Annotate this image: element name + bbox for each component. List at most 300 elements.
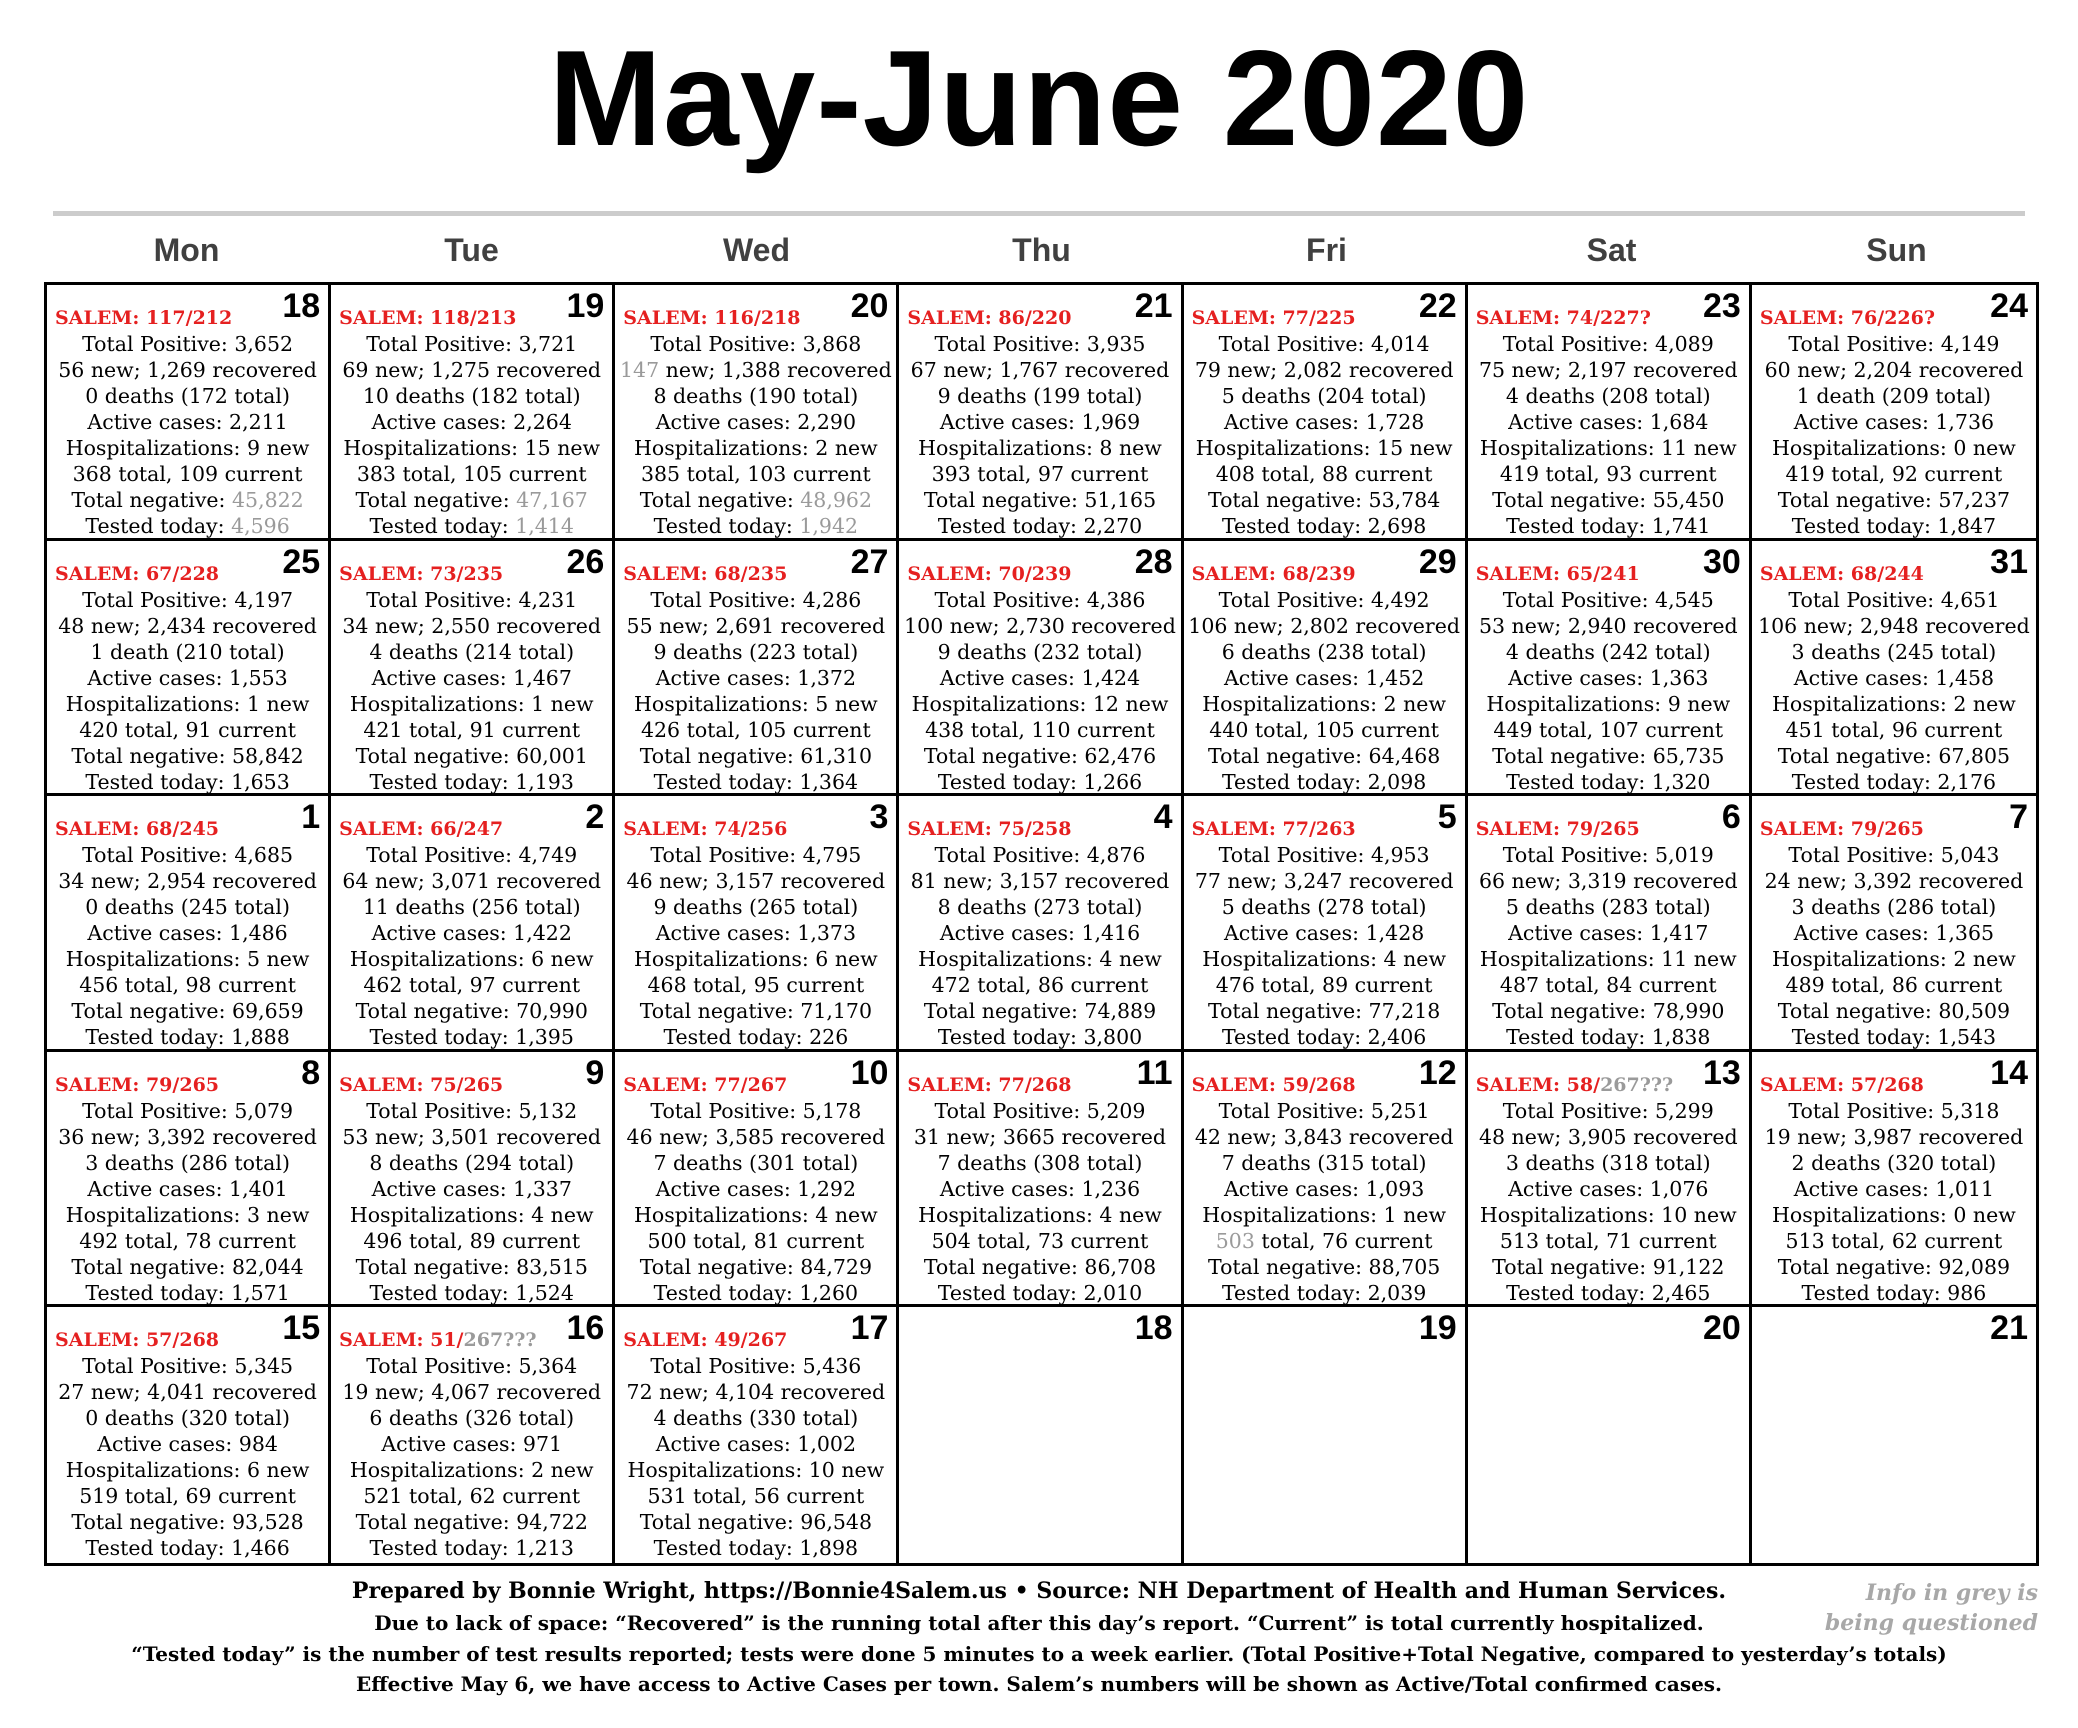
stat-line: 3 deaths (286 total) [1791,895,1997,920]
stat-line: Total Positive: 4,651 [1788,587,2000,612]
stat-line: Total negative: 74,889 [923,999,1157,1024]
stat-line: 419 total, 92 current [1785,462,2003,486]
salem-cases [623,1074,787,1096]
stat-line: Total negative: 64,468 [1207,743,1441,768]
stat-line: 100 new; 2,730 recovered [904,613,1176,638]
stat-line: Total Positive: 4,386 [934,587,1146,612]
day-stats [331,331,612,539]
stat-line: 385 total, 103 current [640,462,871,486]
day-stats [1752,1098,2036,1306]
stat-line: 46 new; 3,157 recovered [626,869,886,894]
salem-cases-label: SALEM: 79/265 [55,1073,220,1096]
day-number: 20 [850,287,889,325]
salem-cases [1476,1074,1673,1096]
stat-line: Total negative: 58,842 [71,743,304,768]
stat-line: Active cases: 1,458 [1793,665,1995,690]
stat-line: Hospitalizations: 2 new [633,436,878,460]
stat-line [615,357,896,383]
day-cell [899,1307,1183,1563]
day-cell [1752,1307,2036,1563]
stat-line: 449 total, 107 current [1493,717,1724,742]
stat-line: 36 new; 3,392 recovered [58,1124,317,1149]
stat-line: Total Positive: 5,178 [650,1098,862,1123]
day-number: 28 [1134,542,1173,581]
stat-line: Total negative: 91,122 [1492,1254,1725,1279]
stat-line: Hospitalizations: 6 new [65,1458,310,1483]
stat-line: 53 new; 3,501 recovered [342,1124,602,1149]
questioned-value: 48,962 [800,488,872,512]
day-stats [1184,842,1465,1050]
day-number: 1 [301,798,321,837]
day-cell [1468,1307,1752,1563]
stat-line: 531 total, 56 current [647,1484,865,1509]
salem-cases-label: SALEM: 116/218 [623,307,801,329]
stat-line: Active cases: 1,363 [1508,665,1709,690]
salem-cases-label: SALEM: 117/212 [55,307,233,329]
salem-cases-label: SALEM: 79/265 [1759,818,1924,841]
stat-line: 66 new; 3,319 recovered [1478,869,1738,894]
salem-cases [907,1074,1071,1096]
day-cell [899,796,1183,1052]
day-stats [331,1353,612,1561]
salem-cases [623,563,787,585]
stat-line: Tested today: 2,039 [1221,1280,1427,1305]
stat-line: Tested today: 986 [1801,1280,1987,1305]
day-cell [615,1307,899,1563]
salem-cases [55,563,219,585]
stat-line: 440 total, 105 current [1209,717,1440,742]
stat-line: Hospitalizations: 11 new [1479,436,1737,460]
stat-text: Tested today: [85,514,232,538]
stat-line: Hospitalizations: 12 new [911,691,1169,716]
stat-line: Hospitalizations: 15 new [343,436,601,460]
stat-line: Active cases: 984 [97,1432,278,1457]
salem-cases-label: SALEM: 79/265 [1475,818,1640,841]
stat-line: 31 new; 3665 recovered [913,1124,1167,1149]
stat-line: Active cases: 1,002 [655,1432,856,1457]
salem-cases-label: SALEM: 77/267 [623,1073,788,1096]
day-number: 13 [1703,1053,1741,1092]
stat-line: Hospitalizations: 2 new [1772,947,2016,972]
stat-line: Active cases: 1,372 [655,665,856,690]
stat-line: 48 new; 2,434 recovered [58,613,317,638]
stat-line: Hospitalizations: 2 new [349,1458,594,1483]
salem-cases [339,307,516,329]
stat-line [47,513,328,539]
salem-cases-label: SALEM: 75/265 [339,1073,504,1096]
day-stats [899,331,1180,539]
stat-line: 67 new; 1,767 recovered [910,358,1170,382]
stat-line: Active cases: 1,486 [87,921,288,946]
salem-cases [1192,1074,1356,1096]
stat-line: Total Positive: 4,749 [366,843,578,868]
salem-cases-label: SALEM: 66/247 [339,818,504,841]
day-number: 30 [1703,542,1741,581]
stat-line: Total negative: 92,089 [1777,1254,2011,1279]
questioned-value: 147 [620,358,660,382]
stat-line: 7 deaths (315 total) [1221,1150,1427,1175]
stat-text: Total negative: [71,488,232,512]
salem-cases-label: SALEM: 77/268 [907,1073,1072,1096]
day-cell [331,1307,615,1563]
salem-cases [623,818,787,840]
stat-line: Active cases: 1,728 [1223,410,1425,434]
stat-line: 420 total, 91 current [79,717,296,742]
day-number: 24 [1990,287,2028,325]
stat-line [47,487,328,513]
day-stats [615,331,896,539]
day-stats [47,587,328,795]
stat-line: 487 total, 84 current [1499,973,1717,998]
stat-line: Total Positive: 4,197 [82,587,294,612]
stat-line: Active cases: 1,401 [87,1176,288,1201]
stat-text: Total negative: [639,488,801,512]
salem-cases-label: SALEM: 70/239 [907,562,1072,585]
salem-cases-label: SALEM: 68/244 [1759,562,1924,585]
salem-cases [55,1329,219,1351]
stat-line: Total negative: 51,165 [923,488,1157,512]
stat-line: 513 total, 62 current [1785,1228,2003,1253]
stat-line: Total negative: 53,784 [1207,488,1441,512]
stat-line: 106 new; 2,948 recovered [1758,613,2030,638]
stat-line: Hospitalizations: 15 new [1195,436,1453,460]
stat-line: Active cases: 2,264 [371,410,572,434]
stat-line: Tested today: 2,010 [937,1280,1143,1305]
day-number: 29 [1418,542,1457,581]
salem-cases [1476,563,1640,585]
salem-cases [339,818,503,840]
stat-line: Total Positive: 5,209 [934,1098,1146,1123]
stat-line: Total Positive: 3,935 [934,332,1146,356]
stat-line: 472 total, 86 current [931,973,1149,998]
day-number: 18 [1134,1309,1173,1348]
questioned-value: 503 [1215,1228,1255,1253]
weekday-wed: Wed [723,232,790,268]
day-stats [1184,587,1465,795]
stat-line: Total negative: 82,044 [71,1254,304,1279]
stat-line: Tested today: 1,571 [85,1280,290,1305]
day-cell [1184,285,1468,541]
stat-line: Tested today: 1,888 [85,1025,290,1050]
day-cell [899,541,1183,797]
stat-line: 6 deaths (238 total) [1221,639,1427,664]
stat-line: Tested today: 226 [663,1025,849,1050]
day-stats [899,1098,1180,1306]
day-cell [47,1052,331,1308]
stat-line: 1 death (209 total) [1796,384,1992,408]
stat-line: Hospitalizations: 4 new [918,1202,1162,1227]
day-stats [47,1098,328,1306]
stat-line: Total Positive: 5,132 [366,1098,578,1123]
stat-line: Total Positive: 4,953 [1218,843,1430,868]
stat-line: Hospitalizations: 1 new [1202,1202,1446,1227]
stat-line: 393 total, 97 current [931,462,1149,486]
stat-line: 46 new; 3,585 recovered [626,1124,886,1149]
stat-line: Hospitalizations: 10 new [627,1458,885,1483]
stat-line: 9 deaths (223 total) [653,639,859,664]
stat-line: Tested today: 1,653 [85,769,290,794]
salem-cases-label: SALEM: 67/228 [55,562,220,585]
day-stats [331,587,612,795]
salem-cases [1192,563,1356,585]
stat-line: Total Positive: 4,685 [82,843,294,868]
salem-cases-label: SALEM: 68/239 [1191,562,1356,585]
day-stats [1752,587,2036,795]
weekday-tue: Tue [444,232,499,268]
salem-cases-label: SALEM: 57/268 [55,1329,220,1352]
weekday-sat: Sat [1586,232,1637,268]
stat-line: 4 deaths (242 total) [1505,639,1711,664]
stat-line: Tested today: 2,176 [1791,769,1997,794]
day-stats [1752,842,2036,1050]
day-cell [1752,541,2036,797]
stat-line: Tested today: 2,270 [937,514,1143,538]
stat-line: 476 total, 89 current [1215,973,1433,998]
stat-line [615,513,896,539]
stat-line: Hospitalizations: 1 new [349,691,594,716]
day-number: 12 [1418,1053,1457,1092]
stat-line: 24 new; 3,392 recovered [1764,869,2024,894]
stat-line: 0 deaths (245 total) [85,895,290,920]
stat-line: Total negative: 86,708 [923,1254,1157,1279]
stat-line: 462 total, 97 current [363,973,581,998]
day-number: 31 [1990,542,2028,581]
stat-line: Hospitalizations: 6 new [349,947,594,972]
stat-line: Total Positive: 5,079 [82,1098,294,1123]
stat-line: 438 total, 110 current [925,717,1155,742]
stat-line: Total negative: 61,310 [639,743,872,768]
stat-line: Tested today: 1,395 [369,1025,574,1050]
stat-line: 8 deaths (273 total) [937,895,1143,920]
salem-cases [907,818,1071,840]
stat-line: Total negative: 65,735 [1492,743,1725,768]
stat-line: 368 total, 109 current [72,462,303,486]
stat-line: Total negative: 88,705 [1207,1254,1441,1279]
salem-cases [339,1329,536,1351]
day-cell [331,1052,615,1308]
stat-line: 8 deaths (190 total) [653,384,859,408]
header-divider [53,211,2025,216]
stat-line: Hospitalizations: 4 new [918,947,1162,972]
salem-cases-label: SALEM: 73/235 [339,562,504,585]
stat-line: Total negative: 62,476 [923,743,1157,768]
grey-info-note-line1: Info in grey is [1865,1580,2038,1606]
stat-line: 72 new; 4,104 recovered [626,1380,886,1405]
stat-line: Total Positive: 3,652 [82,332,294,356]
salem-cases-label: SALEM: 86/220 [907,307,1072,329]
stat-line: Active cases: 1,553 [87,665,288,690]
stat-line: Total Positive: 5,019 [1502,843,1714,868]
calendar-title: May-June 2020 [548,22,1530,174]
stat-line: 42 new; 3,843 recovered [1194,1124,1454,1149]
stat-line: 492 total, 78 current [79,1228,296,1253]
day-number: 21 [1134,287,1173,325]
day-cell [1184,1307,1468,1563]
stat-line: Hospitalizations: 9 new [1486,691,1731,716]
stat-line: Active cases: 1,467 [371,665,572,690]
stat-line: Hospitalizations: 5 new [65,947,310,972]
day-stats [899,587,1180,795]
stat-line: Total negative: 93,528 [71,1510,304,1535]
stat-line: 521 total, 62 current [363,1484,581,1509]
salem-cases [1192,818,1356,840]
stat-line: Total negative: 57,237 [1777,488,2011,512]
stat-line: Total negative: 96,548 [639,1510,872,1535]
stat-line: Total negative: 67,805 [1777,743,2011,768]
stat-line: Total Positive: 4,492 [1218,587,1430,612]
day-number: 15 [282,1309,321,1348]
footer-credit: Prepared by Bonnie Wright, https://Bonnie4Salem.us • Source: NH Department of Health and Human Services. [351,1578,1727,1604]
stat-line: Tested today: 1,320 [1506,769,1711,794]
day-stats [1184,331,1465,539]
stat-line: 456 total, 98 current [79,973,296,998]
salem-cases [907,563,1071,585]
stat-line: 513 total, 71 current [1499,1228,1717,1253]
day-stats [47,842,328,1050]
stat-line: Hospitalizations: 8 new [918,436,1162,460]
day-number: 20 [1703,1309,1741,1348]
day-number: 17 [850,1309,889,1348]
day-number: 5 [1437,798,1457,837]
stat-line: 81 new; 3,157 recovered [910,869,1170,894]
stat-line: 4 deaths (330 total) [653,1406,859,1431]
stat-line: 4 deaths (208 total) [1505,384,1711,408]
stat-line: Tested today: 1,838 [1506,1025,1711,1050]
salem-cases-label: SALEM: 68/235 [623,562,788,585]
stat-line: 0 deaths (320 total) [85,1406,290,1431]
stat-line: 55 new; 2,691 recovered [626,613,886,638]
day-cell [47,285,331,541]
stat-line: Total negative: 83,515 [355,1254,588,1279]
stat-line: 75 new; 2,197 recovered [1478,358,1738,382]
day-cell [615,541,899,797]
stat-line: Active cases: 1,452 [1223,665,1425,690]
stat-line: 383 total, 105 current [356,462,587,486]
day-cell [331,796,615,1052]
stat-line: 9 deaths (199 total) [937,384,1143,408]
stat-line: Total Positive: 5,364 [366,1354,578,1379]
day-cell [1752,796,2036,1052]
stat-line: Total Positive: 5,299 [1502,1098,1714,1123]
stat-line: 9 deaths (265 total) [653,895,859,920]
day-stats [1752,331,2036,539]
day-cell [1468,285,1752,541]
salem-cases-label: SALEM: 51/ [339,1329,464,1352]
day-number: 19 [1418,1309,1457,1348]
stat-line: Tested today: 1,266 [937,769,1143,794]
stat-line: Total negative: 94,722 [355,1510,588,1535]
stat-line: Tested today: 1,741 [1506,514,1711,538]
day-stats [331,1098,612,1306]
stat-line: Active cases: 1,236 [939,1176,1141,1201]
footer-note-recovered: Due to lack of space: “Recovered” is the running total after this day’s report. “Current” is total currently hospitalized. [374,1611,1704,1635]
stat-line: 4 deaths (214 total) [369,639,575,664]
stat-line: 11 deaths (256 total) [362,895,581,920]
grey-info-note [1788,1578,2038,1638]
stat-line: Total Positive: 5,318 [1788,1098,2000,1123]
stat-line [331,487,612,513]
salem-cases-questioned: 267??? [1600,1073,1674,1096]
stat-line: Active cases: 1,011 [1793,1176,1995,1201]
salem-cases [1192,307,1356,329]
stat-line: Total negative: 77,218 [1207,999,1441,1024]
stat-line: Hospitalizations: 11 new [1479,947,1737,972]
stat-line: Active cases: 1,969 [939,410,1141,434]
stat-line: 9 deaths (232 total) [937,639,1143,664]
stat-line: 34 new; 2,954 recovered [58,869,317,894]
stat-line: Tested today: 1,847 [1791,514,1997,538]
salem-cases-label: SALEM: 76/226? [1759,307,1935,329]
salem-cases-label: SALEM: 49/267 [623,1329,788,1352]
salem-cases [623,307,800,329]
stat-line: 34 new; 2,550 recovered [342,613,602,638]
day-stats [1468,842,1749,1050]
salem-cases [1760,818,1924,840]
day-stats [1468,587,1749,795]
stat-line: 2 deaths (320 total) [1791,1150,1997,1175]
day-number: 11 [1136,1053,1173,1092]
stat-line: Active cases: 971 [381,1432,563,1457]
stat-line: Total Positive: 3,721 [366,332,578,356]
stat-line: Active cases: 1,736 [1793,410,1995,434]
salem-cases [339,563,503,585]
salem-cases-label: SALEM: 118/213 [339,307,517,329]
weekday-mon: Mon [153,232,220,268]
stat-line: 496 total, 89 current [363,1228,581,1253]
day-cell [1468,541,1752,797]
stat-line: 468 total, 95 current [647,973,865,998]
calendar-grid [44,282,2039,1566]
stat-line: Total negative: 69,659 [71,999,304,1024]
stat-line: 421 total, 91 current [363,717,581,742]
stat-line: 19 new; 3,987 recovered [1764,1124,2024,1149]
stat-line: Total Positive: 4,014 [1218,332,1430,356]
stat-line [1184,1228,1465,1254]
stat-line: 5 deaths (278 total) [1221,895,1427,920]
day-stats [1468,1098,1749,1306]
stat-line: 48 new; 3,905 recovered [1478,1124,1738,1149]
stat-line: Hospitalizations: 2 new [1202,691,1446,716]
day-stats [1468,331,1749,539]
footer-note-active: Effective May 6, we have access to Active Cases per town. Salem’s numbers will be shown as Active/Total confirmed cases. [355,1672,1723,1696]
stat-line: Hospitalizations: 2 new [1772,691,2016,716]
stat-line: Tested today: 2,406 [1221,1025,1427,1050]
salem-cases [1476,818,1640,840]
stat-line: 19 new; 4,067 recovered [342,1380,602,1405]
salem-cases-label: SALEM: 74/227? [1475,307,1651,329]
stat-line: Tested today: 1,898 [653,1536,859,1561]
day-number: 7 [2009,798,2028,837]
weekday-sun: Sun [1866,232,1927,268]
stat-text: Tested today: [369,514,516,538]
stat-line: Active cases: 1,076 [1508,1176,1709,1201]
questioned-value: 45,822 [231,488,304,512]
stat-line: 6 deaths (326 total) [369,1406,575,1431]
stat-line: Hospitalizations: 4 new [1202,947,1446,972]
salem-cases-label: SALEM: 68/245 [55,818,220,841]
questioned-value: 47,167 [516,488,588,512]
stat-line: 77 new; 3,247 recovered [1194,869,1454,894]
stat-line: Active cases: 1,428 [1223,921,1425,946]
stat-line: Active cases: 1,416 [939,921,1141,946]
salem-cases [339,1074,503,1096]
stat-line: 69 new; 1,275 recovered [342,358,602,382]
stat-line: Total negative: 80,509 [1777,999,2011,1024]
day-number: 23 [1703,287,1741,325]
questioned-value: 4,596 [231,514,290,538]
day-cell [615,285,899,541]
weekday-thu: Thu [1012,232,1071,268]
